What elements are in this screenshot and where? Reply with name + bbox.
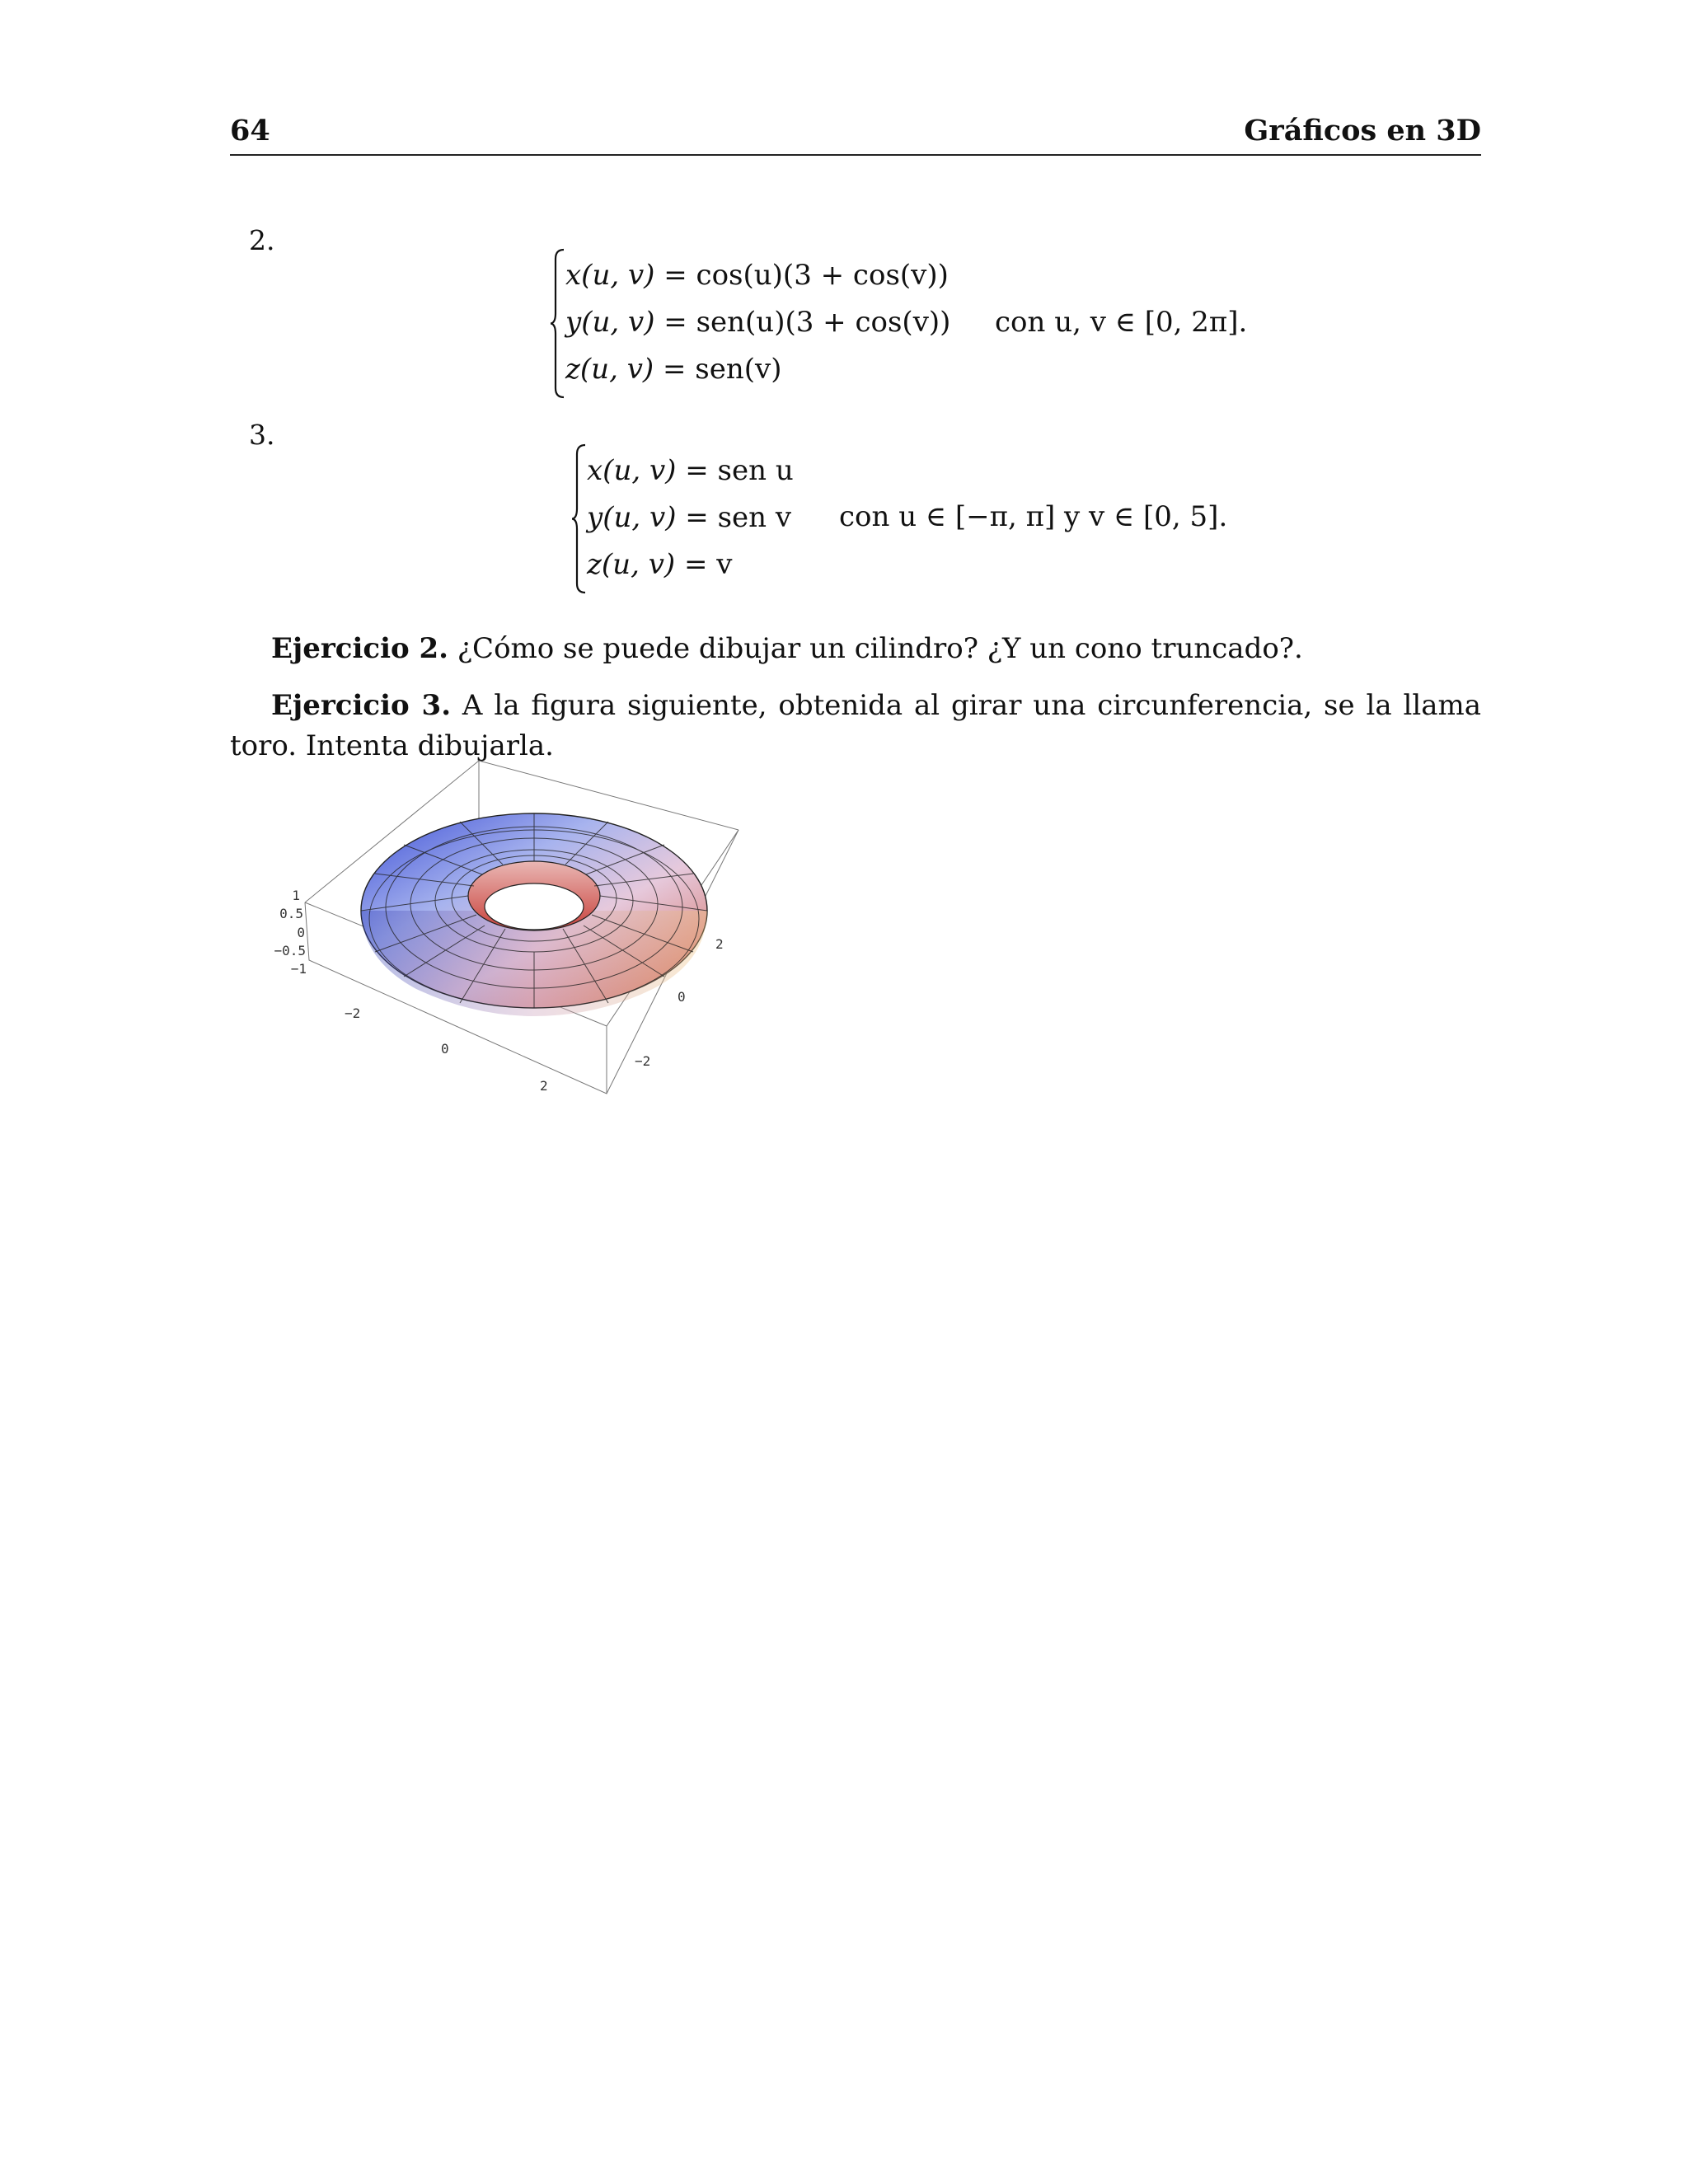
exercise-text: A la figura siguiente, obtenida al girar una circunferencia, se la llama toro. Intenta dibujarla. [230, 689, 1481, 762]
section-title: Gráficos en 3D [1244, 114, 1481, 148]
equation-line: x(u, v) = sen u [587, 454, 794, 487]
svg-text:0: 0 [678, 989, 686, 1005]
svg-text:2: 2 [715, 936, 724, 952]
exercise-paragraph [230, 629, 1481, 669]
z-axis-ticks [274, 888, 307, 977]
svg-text:0: 0 [297, 925, 305, 940]
svg-text:1: 1 [292, 888, 300, 903]
left-brace [551, 247, 565, 400]
equation-line: y(u, v) = sen v [587, 501, 792, 534]
page-number: 64 [230, 114, 270, 148]
svg-text:2: 2 [540, 1078, 548, 1094]
page-header [230, 114, 1481, 155]
svg-text:−2: −2 [345, 1005, 361, 1021]
svg-text:0: 0 [441, 1041, 449, 1057]
torus-plot [272, 754, 750, 1108]
left-brace [572, 443, 587, 595]
svg-text:−0.5: −0.5 [274, 943, 306, 958]
svg-text:−2: −2 [635, 1053, 651, 1069]
exercise-label: Ejercicio 2. [271, 632, 449, 665]
x-axis-ticks [345, 1005, 548, 1094]
equation-condition: con u ∈ [−π, π] y v ∈ [0, 5]. [839, 500, 1228, 533]
equation-condition: con u, v ∈ [0, 2π]. [995, 306, 1248, 339]
equation-system [551, 247, 951, 400]
svg-text:0.5: 0.5 [279, 906, 303, 921]
header-rule [230, 154, 1481, 156]
exercise-text: ¿Cómo se puede dibujar un cilindro? ¿Y un cono truncado?. [457, 632, 1303, 665]
item-number: 2. [249, 224, 275, 256]
item-number: 3. [249, 419, 275, 451]
torus-figure [272, 754, 750, 1108]
equation-line: z(u, v) = v [587, 548, 733, 581]
equation-line: y(u, v) = sen(u)(3 + cos(v)) [565, 306, 951, 339]
exercise-label: Ejercicio 3. [271, 689, 452, 722]
equation-system [572, 443, 819, 595]
svg-text:−1: −1 [290, 961, 307, 977]
equation-line: x(u, v) = cos(u)(3 + cos(v)) [565, 259, 949, 292]
equation-line: z(u, v) = sen(v) [565, 353, 782, 386]
